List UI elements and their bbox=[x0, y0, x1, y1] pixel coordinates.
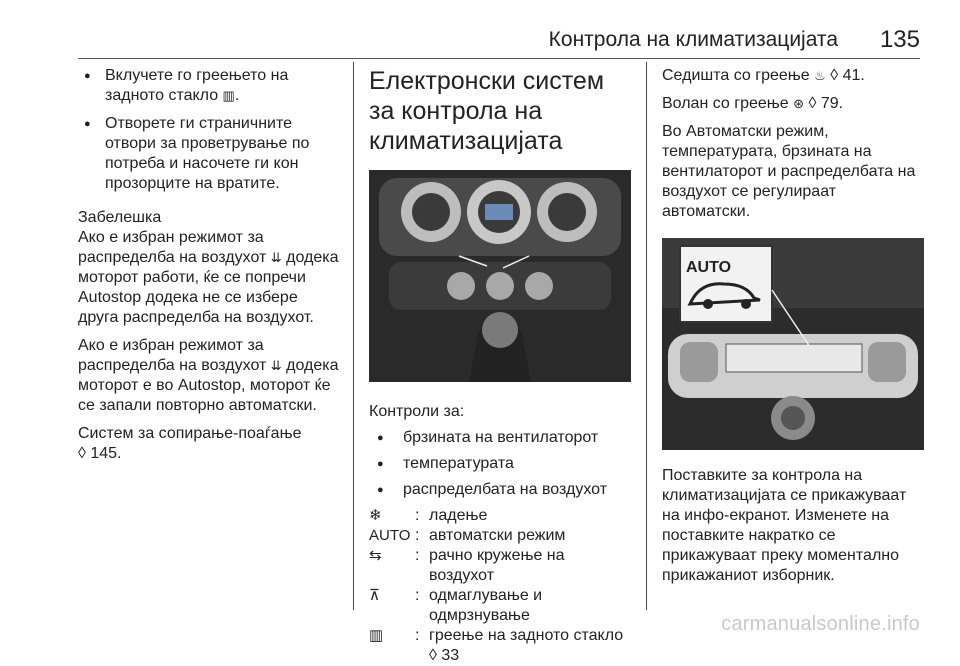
climate-control-panel-image bbox=[369, 170, 631, 382]
settings-paragraph: Поставките за контрола на климатизацијата се прикажуваат на инфо-екранот. Изменете на поставките накратко се прикажуваат преку моментално прикажаниот изборник. bbox=[662, 467, 907, 584]
column-divider-2 bbox=[646, 62, 647, 610]
auto-label: AUTO bbox=[369, 527, 411, 544]
page-header bbox=[0, 0, 960, 54]
page-header-title: Контрола на климатизацијата bbox=[548, 28, 838, 51]
legend-row-cooling: ❄ : ладење bbox=[369, 507, 488, 524]
note-paragraph-2: Ако е избран режимот за распределба на воздухот ⇊ додека моторот е во Autostop, моторот ќе се запали повторно автоматски. bbox=[78, 337, 339, 414]
legend-row-defrost: ⊼ : одмаглување и одмрзнување bbox=[369, 587, 543, 624]
list-item: ● распределбата на воздухот bbox=[369, 480, 631, 500]
page-ref-link[interactable]: 79. bbox=[820, 95, 844, 112]
legend-row-auto: AUTO : автоматски режим bbox=[369, 527, 566, 544]
list-item: ● Вклучете го греењето на задното стакло ▥. bbox=[78, 66, 340, 106]
legend-row-rear-heat: ▥ : греење на задното стакло ◊ 33 bbox=[369, 627, 624, 664]
header-rule bbox=[78, 58, 920, 59]
windshield-defrost-icon: ⊼ bbox=[369, 587, 380, 604]
heated-seat-icon: ♨ bbox=[814, 68, 826, 83]
list-item: ● Отворете ги страничните отвори за проветрување по потреба и насочете ги кон прозорците на вратите. bbox=[78, 114, 340, 194]
list-item: ● брзината на вентилаторот bbox=[369, 428, 631, 448]
air-distribution-windshield-icon: ⇊ bbox=[270, 358, 282, 373]
page-ref-arrow-icon: ◊ bbox=[429, 647, 437, 664]
auto-badge: AUTO bbox=[686, 259, 732, 276]
page-ref-arrow-icon: ◊ bbox=[808, 95, 817, 112]
rear-window-heat-icon: ▥ bbox=[369, 627, 384, 644]
air-distribution-windshield-icon: ⇊ bbox=[270, 250, 282, 265]
rear-window-heat-icon: ▥ bbox=[222, 88, 235, 103]
column-3 bbox=[662, 66, 924, 594]
page-number: 135 bbox=[879, 26, 920, 53]
snowflake-icon: ❄ bbox=[369, 507, 382, 524]
watermark: carmanualsonline.info bbox=[721, 613, 920, 635]
note-title: Забелешка bbox=[78, 209, 162, 226]
climate-panel-illustration bbox=[369, 170, 631, 382]
heated-wheel-ref: Волан со греење ⊛ ◊ 79. bbox=[662, 95, 844, 112]
page-ref-link[interactable]: 145. bbox=[90, 445, 122, 462]
column-2 bbox=[369, 66, 631, 666]
page-ref-arrow-icon: ◊ bbox=[78, 445, 86, 462]
column-divider-1 bbox=[353, 62, 354, 610]
heated-seats-ref: Седишта со греење ♨ ◊ 41. bbox=[662, 67, 865, 84]
page-ref-link[interactable]: 41. bbox=[842, 67, 865, 84]
air-recirculation-icon: ⇆ bbox=[369, 547, 382, 564]
note-paragraph-1: Ако е избран режимот за распределба на воздухот ⇊ додека моторот работи, ќе се попречи Autostop додека не се избере друга распределба на воздухот. bbox=[78, 229, 339, 326]
info-display-image bbox=[662, 238, 924, 450]
page-ref-link[interactable]: 33 bbox=[441, 647, 460, 664]
auto-mode-paragraph: Во Автоматски режим, температурата, брзината на вентилаторот и распределбата на воздухот се регулираат автоматски. bbox=[662, 123, 916, 220]
cross-reference: Систем за сопирање-поаѓање ◊ 145. bbox=[78, 425, 302, 462]
page-ref-arrow-icon: ◊ bbox=[830, 67, 839, 84]
section-title: Електронски систем за контрола на климатизацијата bbox=[369, 67, 605, 155]
info-display-illustration bbox=[662, 238, 924, 450]
column-1 bbox=[78, 66, 340, 472]
legend-row-recirculation: ⇆ : рачно кружење на воздухот bbox=[369, 547, 565, 584]
controls-label: Контроли за: bbox=[369, 403, 465, 420]
list-item: ● температурата bbox=[369, 454, 631, 474]
heated-steering-wheel-icon: ⊛ bbox=[793, 96, 805, 111]
